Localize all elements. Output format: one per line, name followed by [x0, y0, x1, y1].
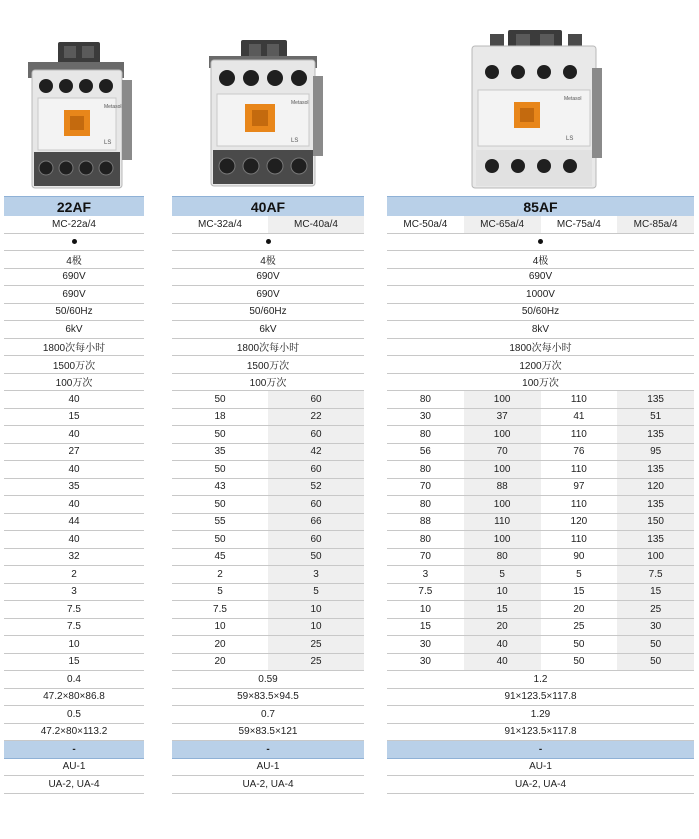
model-row — [387, 216, 694, 234]
spec-row — [4, 339, 144, 357]
value-cell: 88 — [419, 516, 431, 528]
value-cell: 27 — [68, 446, 80, 458]
value-cell: 35 — [214, 446, 226, 458]
spec-row — [4, 461, 144, 479]
value-cell: 97 — [573, 481, 585, 493]
spec-row — [4, 409, 144, 427]
dot-cell — [387, 234, 694, 251]
value-cell: 40 — [464, 654, 541, 671]
spec-row — [172, 636, 364, 654]
spec-row — [387, 444, 694, 462]
spec-row — [172, 286, 364, 304]
merged-cell: 100万次 — [249, 378, 287, 390]
spec-row — [4, 601, 144, 619]
spec-row — [387, 776, 694, 794]
value-cell: 3 — [268, 566, 364, 583]
merged-cell: 1.2 — [533, 673, 548, 685]
spec-row — [172, 251, 364, 269]
merged-cell: 1200万次 — [519, 360, 562, 372]
value-cell: 15 — [68, 411, 80, 423]
merged-cell: 690V — [256, 288, 280, 300]
spec-row — [172, 304, 364, 322]
merged-cell: 47.2×80×113.2 — [40, 726, 108, 738]
spec-row — [387, 619, 694, 637]
merged-cell: 47.2×80×86.8 — [43, 691, 105, 703]
spec-row — [172, 409, 364, 427]
value-cell: 5 — [576, 568, 582, 580]
merged-cell: 690V — [62, 271, 86, 283]
spec-row — [4, 584, 144, 602]
spec-row — [387, 566, 694, 584]
merged-cell: 690V — [62, 288, 86, 300]
merged-cell: 1800次每小时 — [236, 343, 300, 355]
value-cell: 135 — [617, 496, 694, 513]
merged-cell: 1800次每小时 — [509, 343, 572, 355]
value-cell: 40 — [68, 428, 80, 440]
value-cell: 70 — [419, 551, 431, 563]
dot-cell — [172, 234, 364, 251]
model-name: MC-40a/4 — [268, 216, 364, 233]
merged-cell: 50/60Hz — [521, 306, 560, 318]
spec-row — [387, 286, 694, 304]
value-cell: 32 — [68, 551, 80, 563]
spec-row — [4, 234, 144, 252]
spec-row — [387, 339, 694, 357]
spec-row — [387, 496, 694, 514]
spec-row — [172, 461, 364, 479]
merged-cell: 50/60Hz — [249, 306, 287, 318]
spec-row — [4, 706, 144, 724]
merged-cell: 1800次每小时 — [42, 343, 106, 355]
value-cell: 50 — [214, 498, 226, 510]
merged-cell: 50/60Hz — [55, 306, 93, 318]
spec-row — [387, 514, 694, 532]
spec-row — [387, 531, 694, 549]
spec-row — [172, 531, 364, 549]
model-name: MC-22a/4 — [52, 218, 96, 230]
merged-cell: 1.29 — [530, 708, 551, 720]
value-cell: 7.5 — [617, 566, 694, 583]
value-cell: 120 — [570, 516, 588, 528]
spec-row — [172, 566, 364, 584]
spec-row — [172, 776, 364, 794]
value-cell: 20 — [573, 603, 585, 615]
value-cell: 20 — [214, 656, 226, 668]
value-cell: 60 — [268, 391, 364, 408]
value-cell: 5 — [268, 584, 364, 601]
value-cell: 50 — [214, 533, 226, 545]
value-cell: 37 — [464, 409, 541, 426]
spec-row — [172, 724, 364, 742]
spec-row — [172, 654, 364, 672]
spec-row — [172, 601, 364, 619]
merged-cell: 59×83.5×121 — [238, 726, 298, 738]
model-name: MC-75a/4 — [556, 218, 601, 230]
merged-cell: 0.5 — [67, 708, 81, 720]
value-cell: 30 — [419, 656, 431, 668]
value-cell: 135 — [617, 426, 694, 443]
svg-text:Metasol: Metasol — [564, 96, 582, 102]
value-cell: 100 — [464, 496, 541, 513]
spec-row — [387, 391, 694, 409]
value-cell: 25 — [617, 601, 694, 618]
contactor-85af-photo — [468, 28, 604, 190]
value-cell: 110 — [570, 533, 587, 545]
spec-row — [4, 356, 144, 374]
value-cell: 3 — [71, 586, 77, 598]
spec-row — [172, 514, 364, 532]
value-cell: 80 — [419, 428, 431, 440]
value-cell: 100 — [464, 531, 541, 548]
spec-row — [172, 444, 364, 462]
spec-row — [4, 251, 144, 269]
spec-row — [4, 724, 144, 742]
value-cell: 95 — [617, 444, 694, 461]
spec-row — [172, 671, 364, 689]
spec-row — [172, 356, 364, 374]
value-cell: 40 — [68, 533, 80, 545]
value-cell: 66 — [268, 514, 364, 531]
value-cell: 50 — [617, 654, 694, 671]
value-cell: 70 — [419, 481, 431, 493]
value-cell: 41 — [573, 411, 585, 423]
spec-row — [387, 671, 694, 689]
value-cell: 10 — [214, 621, 226, 633]
value-cell: 60 — [268, 531, 364, 548]
value-cell: 2 — [217, 568, 223, 580]
value-cell: 135 — [617, 461, 694, 478]
value-cell: 70 — [464, 444, 541, 461]
value-cell: 30 — [419, 638, 431, 650]
spec-row — [4, 549, 144, 567]
spec-row — [172, 549, 364, 567]
value-cell: 3 — [422, 568, 429, 580]
group-header: 85AF — [387, 196, 694, 216]
group-85af — [387, 196, 694, 794]
value-cell: 40 — [68, 463, 80, 475]
merged-cell: 4极 — [260, 255, 276, 267]
model-name: MC-50a/4 — [403, 218, 448, 230]
spec-row — [4, 304, 144, 322]
spec-row — [4, 286, 144, 304]
spec-row — [387, 654, 694, 672]
value-cell: 15 — [419, 621, 431, 633]
value-cell: 10 — [419, 603, 431, 615]
spec-row — [4, 496, 144, 514]
value-cell: 52 — [268, 479, 364, 496]
spec-row — [387, 426, 694, 444]
spec-row — [387, 479, 694, 497]
value-cell: 60 — [268, 461, 364, 478]
value-cell: 50 — [617, 636, 694, 653]
group-22af — [4, 196, 144, 794]
spec-row — [4, 269, 144, 287]
value-cell: 80 — [419, 463, 431, 475]
value-cell: 150 — [617, 514, 694, 531]
spec-row — [4, 759, 144, 777]
value-cell: 50 — [214, 463, 226, 475]
model-row — [172, 216, 364, 234]
value-cell: 10 — [68, 638, 80, 650]
spec-row — [4, 776, 144, 794]
svg-text:Metasol: Metasol — [291, 100, 309, 106]
merged-cell: AU-1 — [62, 761, 86, 773]
value-cell: 45 — [214, 551, 226, 563]
bullet-dot-icon — [72, 239, 77, 244]
spec-row — [387, 304, 694, 322]
contactor-40af-photo — [205, 38, 325, 190]
value-cell: 100 — [464, 426, 541, 443]
merged-cell: AU-1 — [256, 761, 280, 773]
value-cell: 120 — [617, 479, 694, 496]
value-cell: 30 — [617, 619, 694, 636]
value-cell: 7.5 — [418, 586, 433, 598]
value-cell: 50 — [573, 656, 585, 668]
merged-cell: 1500万次 — [52, 360, 96, 372]
spec-row — [387, 549, 694, 567]
value-cell: 110 — [570, 428, 587, 440]
value-cell: 135 — [617, 531, 694, 548]
value-cell: 5 — [217, 586, 223, 598]
spec-row — [4, 689, 144, 707]
spec-row — [172, 689, 364, 707]
merged-cell: 4极 — [532, 255, 549, 267]
value-cell: 25 — [268, 636, 364, 653]
spec-row — [387, 741, 694, 759]
value-cell: 50 — [214, 428, 226, 440]
merged-cell: UA-2, UA-4 — [48, 778, 100, 790]
spec-row — [4, 514, 144, 532]
spec-row — [172, 479, 364, 497]
merged-cell: 100万次 — [522, 378, 559, 390]
dot-cell — [4, 234, 144, 251]
value-cell: 25 — [573, 621, 585, 633]
value-cell: 20 — [214, 638, 226, 650]
value-cell: 7.5 — [67, 603, 81, 615]
value-cell: 100 — [464, 391, 541, 408]
value-cell: 51 — [617, 409, 694, 426]
product-photos — [0, 0, 699, 196]
spec-row — [387, 706, 694, 724]
spec-row — [387, 689, 694, 707]
value-cell: 80 — [419, 393, 431, 405]
merged-cell: 0.4 — [67, 673, 81, 685]
spec-row — [387, 251, 694, 269]
value-cell: 18 — [214, 411, 226, 423]
value-cell: 22 — [268, 409, 364, 426]
value-cell: 7.5 — [67, 621, 81, 633]
value-cell: 50 — [268, 549, 364, 566]
spec-row — [4, 444, 144, 462]
spec-row — [387, 584, 694, 602]
bullet-dot-icon — [538, 239, 543, 244]
spec-row — [4, 391, 144, 409]
merged-cell: UA-2, UA-4 — [514, 778, 567, 790]
merged-cell: 1500万次 — [246, 360, 290, 372]
value-cell: 135 — [617, 391, 694, 408]
value-cell: 40 — [68, 393, 80, 405]
spec-row — [4, 741, 144, 759]
spec-row — [4, 531, 144, 549]
spec-row — [387, 409, 694, 427]
value-cell: 2 — [71, 568, 77, 580]
spec-row — [172, 269, 364, 287]
model-row — [4, 216, 144, 234]
spec-row — [172, 584, 364, 602]
svg-text:Metasol: Metasol — [104, 104, 122, 110]
svg-text:LS: LS — [291, 138, 299, 144]
merged-cell: 1000V — [526, 288, 555, 300]
value-cell: 7.5 — [213, 603, 227, 615]
merged-cell: 690V — [256, 271, 280, 283]
value-cell: 10 — [464, 584, 541, 601]
value-cell: 15 — [573, 586, 585, 598]
spec-row — [4, 636, 144, 654]
spec-row — [387, 724, 694, 742]
spec-row — [387, 356, 694, 374]
value-cell: 40 — [68, 498, 80, 510]
spec-row — [387, 269, 694, 287]
merged-cell: 8kV — [531, 323, 550, 335]
value-cell: 25 — [268, 654, 364, 671]
spec-row — [387, 759, 694, 777]
spec-row — [387, 374, 694, 392]
svg-text:LS: LS — [566, 136, 574, 142]
value-cell: 60 — [268, 496, 364, 513]
value-cell: 43 — [214, 481, 226, 493]
merged-cell: AU-1 — [529, 761, 552, 773]
merged-cell: 91×123.5×117.8 — [504, 726, 577, 738]
merged-cell: 4极 — [66, 255, 82, 267]
value-cell: 80 — [464, 549, 541, 566]
value-cell: 76 — [573, 446, 585, 458]
spec-row — [4, 321, 144, 339]
spec-row — [172, 391, 364, 409]
merged-cell: 91×123.5×117.8 — [504, 691, 577, 703]
spec-row — [4, 671, 144, 689]
spec-row — [387, 234, 694, 252]
value-cell: 80 — [419, 533, 431, 545]
value-cell: 30 — [419, 411, 431, 423]
merged-cell: - — [538, 743, 543, 755]
value-cell: 20 — [464, 619, 541, 636]
value-cell: 56 — [419, 446, 431, 458]
value-cell: 15 — [464, 601, 541, 618]
merged-cell: 6kV — [65, 323, 83, 335]
contactor-22af-photo — [24, 40, 134, 190]
spec-row — [4, 479, 144, 497]
merged-cell: - — [266, 743, 270, 755]
merged-cell: 0.59 — [258, 673, 278, 685]
spec-row — [387, 321, 694, 339]
spec-row — [172, 321, 364, 339]
value-cell: 15 — [617, 584, 694, 601]
value-cell: 10 — [268, 601, 364, 618]
spec-row — [172, 496, 364, 514]
value-cell: 5 — [464, 566, 541, 583]
value-cell: 55 — [214, 516, 226, 528]
value-cell: 100 — [617, 549, 694, 566]
spec-row — [172, 374, 364, 392]
value-cell: 110 — [570, 498, 587, 510]
spec-row — [172, 759, 364, 777]
spec-row — [172, 741, 364, 759]
spec-row — [4, 654, 144, 672]
spec-row — [387, 461, 694, 479]
spec-row — [387, 636, 694, 654]
model-name: MC-85a/4 — [617, 216, 694, 233]
model-name: MC-65a/4 — [464, 216, 541, 233]
merged-cell: - — [72, 743, 76, 755]
spec-row — [172, 619, 364, 637]
merged-cell: 100万次 — [55, 378, 93, 390]
spec-row — [387, 601, 694, 619]
value-cell: 35 — [68, 481, 80, 493]
merged-cell: 59×83.5×94.5 — [237, 691, 299, 703]
group-header: 22AF — [4, 196, 144, 216]
value-cell: 110 — [464, 514, 541, 531]
value-cell: 110 — [570, 393, 587, 405]
spec-row — [172, 234, 364, 252]
value-cell: 90 — [573, 551, 585, 563]
value-cell: 42 — [268, 444, 364, 461]
value-cell: 60 — [268, 426, 364, 443]
merged-cell: 0.7 — [261, 708, 275, 720]
merged-cell: 6kV — [259, 323, 277, 335]
svg-text:LS: LS — [104, 140, 112, 146]
spec-row — [4, 566, 144, 584]
merged-cell: UA-2, UA-4 — [242, 778, 294, 790]
value-cell: 40 — [464, 636, 541, 653]
value-cell: 110 — [570, 463, 587, 475]
value-cell: 88 — [464, 479, 541, 496]
group-40af — [172, 196, 364, 794]
spec-row — [172, 706, 364, 724]
model-name: MC-32a/4 — [198, 218, 242, 230]
value-cell: 10 — [268, 619, 364, 636]
value-cell: 15 — [68, 656, 80, 668]
spec-row — [4, 426, 144, 444]
spec-row — [172, 426, 364, 444]
spec-row — [4, 374, 144, 392]
spec-row — [4, 619, 144, 637]
value-cell: 44 — [68, 516, 80, 528]
value-cell: 50 — [573, 638, 585, 650]
value-cell: 100 — [464, 461, 541, 478]
value-cell: 80 — [419, 498, 431, 510]
group-header: 40AF — [172, 196, 364, 216]
spec-row — [172, 339, 364, 357]
value-cell: 50 — [214, 393, 226, 405]
bullet-dot-icon — [266, 239, 271, 244]
merged-cell: 690V — [528, 271, 553, 283]
